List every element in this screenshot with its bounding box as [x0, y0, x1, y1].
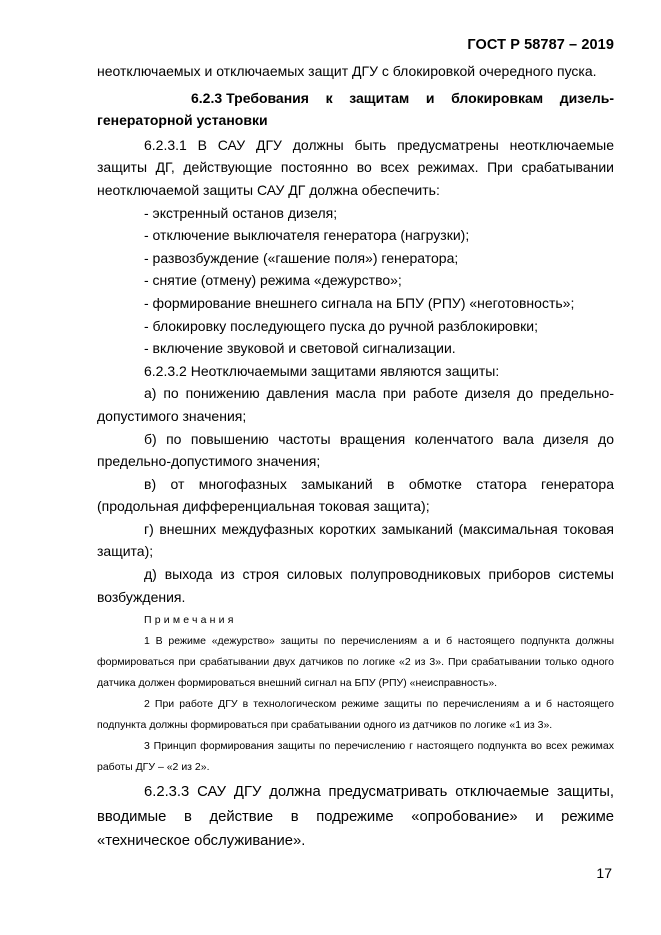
notes-title: Примечания: [144, 614, 237, 627]
paragraph-6-2-3-1: 6.2.3.1 В САУ ДГУ должны быть предусматрены неотключаемые защиты ДГ, действующие постоянно во всех режимах. При срабатывании неотключаемой защиты САУ ДГ должна обеспечить:: [97, 136, 614, 198]
notes-block: [97, 610, 614, 778]
note-1: 1 В режиме «дежурство» защиты по перечислениям а и б настоящего подпункта должны формироваться при срабатывании двух датчиков по логике «2 из 3». При срабатывании только одного датчика должен формироваться внешний сигнал на БПУ (РПУ) «неисправность».: [97, 635, 614, 690]
list-item: - отключение выключателя генератора (нагрузки);: [144, 227, 470, 244]
section-number: 6.2.3: [191, 89, 223, 106]
list-item: - блокировку последующего пуска до ручной разблокировки;: [144, 317, 538, 334]
paragraph-6-2-3-2: 6.2.3.2 Неотключаемыми защитами являются защиты:: [144, 362, 500, 379]
protection-item-b: б) по повышению частоты вращения коленчатого вала дизеля до предельно-допустимого значения;: [97, 430, 614, 470]
section-title: Требования к защитам и блокировкам дизель-генераторной установки: [97, 89, 614, 129]
document-code: ГОСТ Р 58787 – 2019: [467, 37, 614, 53]
protection-item-a: а) по понижению давления масла при работе дизеля до предельно-допустимого значения;: [97, 385, 614, 424]
continuation-line: неотключаемых и отключаемых защит ДГУ с блокировкой очередного пуска.: [97, 63, 597, 79]
note-3: 3 Принцип формирования защиты по перечислению г настоящего подпункта во всех режимах работы ДГУ – «2 из 2».: [97, 740, 614, 774]
list-item: - экстренный останов дизеля;: [144, 204, 338, 221]
page-number: 17: [596, 865, 612, 881]
section-heading: [97, 87, 614, 132]
protection-item-g: г) внешних междуфазных коротких замыканий (максимальная токовая защита);: [97, 520, 614, 560]
protection-item-d: д) выхода из строя силовых полупроводниковых приборов системы возбуждения.: [97, 566, 614, 605]
list-item: - формирование внешнего сигнала на БПУ (РПУ) «неготовность»;: [144, 294, 575, 311]
list-item: - развозбуждение («гашение поля») генератора;: [144, 249, 459, 266]
document-body: [97, 60, 614, 854]
note-2: 2 При работе ДГУ в технологическом режиме защиты по перечислениям а и б настоящего подпункта должны формироваться при срабатывании одного из датчиков по логике «1 из 3».: [97, 698, 614, 732]
paragraph-6-2-3-3: 6.2.3.3 САУ ДГУ должна предусматривать отключаемые защиты, вводимые в действие в подрежиме «опробование» и режиме «техническое обслуживание».: [97, 784, 614, 850]
protection-item-v: в) от многофазных замыканий в обмотке статора генератора (продольная дифференциальная токовая защита);: [97, 475, 614, 515]
list-item: - снятие (отмену) режима «дежурство»;: [144, 272, 402, 289]
list-item: - включение звуковой и световой сигнализации.: [144, 340, 456, 357]
